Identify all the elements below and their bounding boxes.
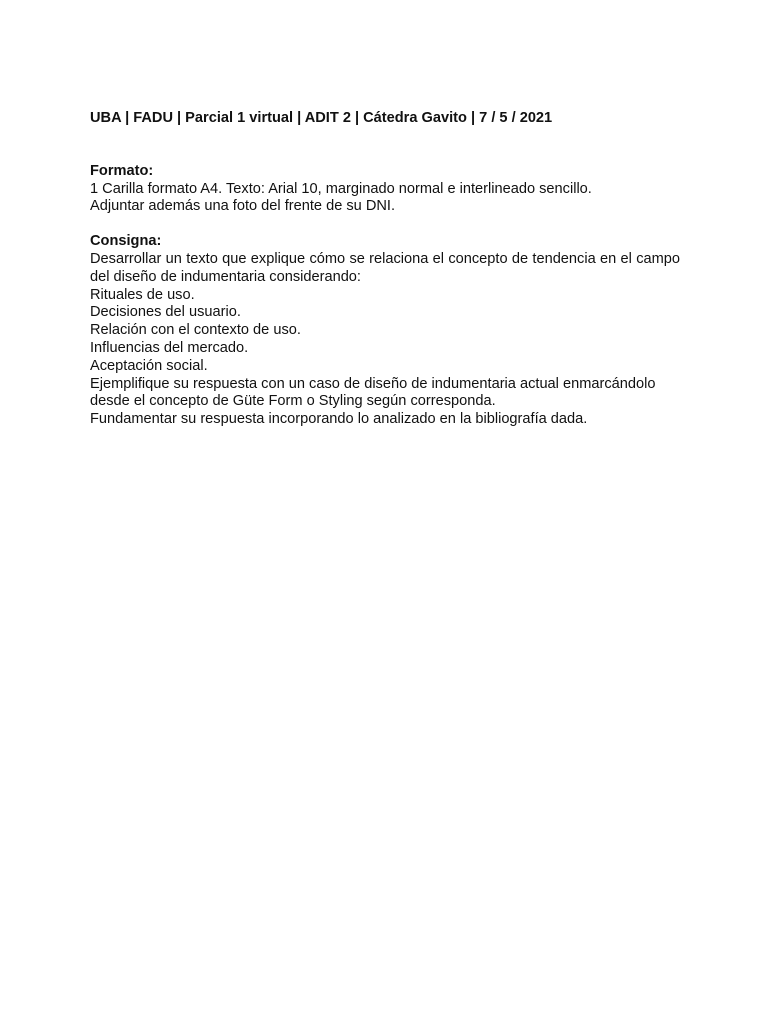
formato-label: Formato: bbox=[90, 162, 154, 179]
consigna-example: Ejemplifique su respuesta con un caso de diseño de indumentaria actual enmarcándolo desde el concepto de Güte Form o Styling según corresponda. bbox=[90, 375, 656, 410]
consigna-closing: Fundamentar su respuesta incorporando lo analizado en la bibliografía dada. bbox=[90, 411, 588, 428]
document-body bbox=[90, 110, 680, 429]
consigna-label: Consigna: bbox=[90, 233, 162, 250]
consigna-item: Rituales de uso. bbox=[90, 286, 195, 303]
formato-line: 1 Carilla formato A4. Texto: Arial 10, marginado normal e interlineado sencillo. bbox=[90, 180, 592, 197]
consigna-item: Aceptación social. bbox=[90, 357, 208, 374]
document-header: UBA | FADU | Parcial 1 virtual | ADIT 2 | Cátedra Gavito | 7 / 5 / 2021 bbox=[90, 110, 553, 126]
consigna-item: Influencias del mercado. bbox=[90, 339, 249, 356]
consigna-item: Decisiones del usuario. bbox=[90, 304, 241, 321]
consigna-intro: Desarrollar un texto que explique cómo se relaciona el concepto de tendencia en el campo del diseño de indumentaria considerando: bbox=[90, 250, 680, 285]
formato-section bbox=[90, 163, 680, 216]
consigna-item: Relación con el contexto de uso. bbox=[90, 322, 301, 339]
consigna-section bbox=[90, 233, 680, 429]
formato-line: Adjuntar además una foto del frente de su DNI. bbox=[90, 198, 396, 215]
